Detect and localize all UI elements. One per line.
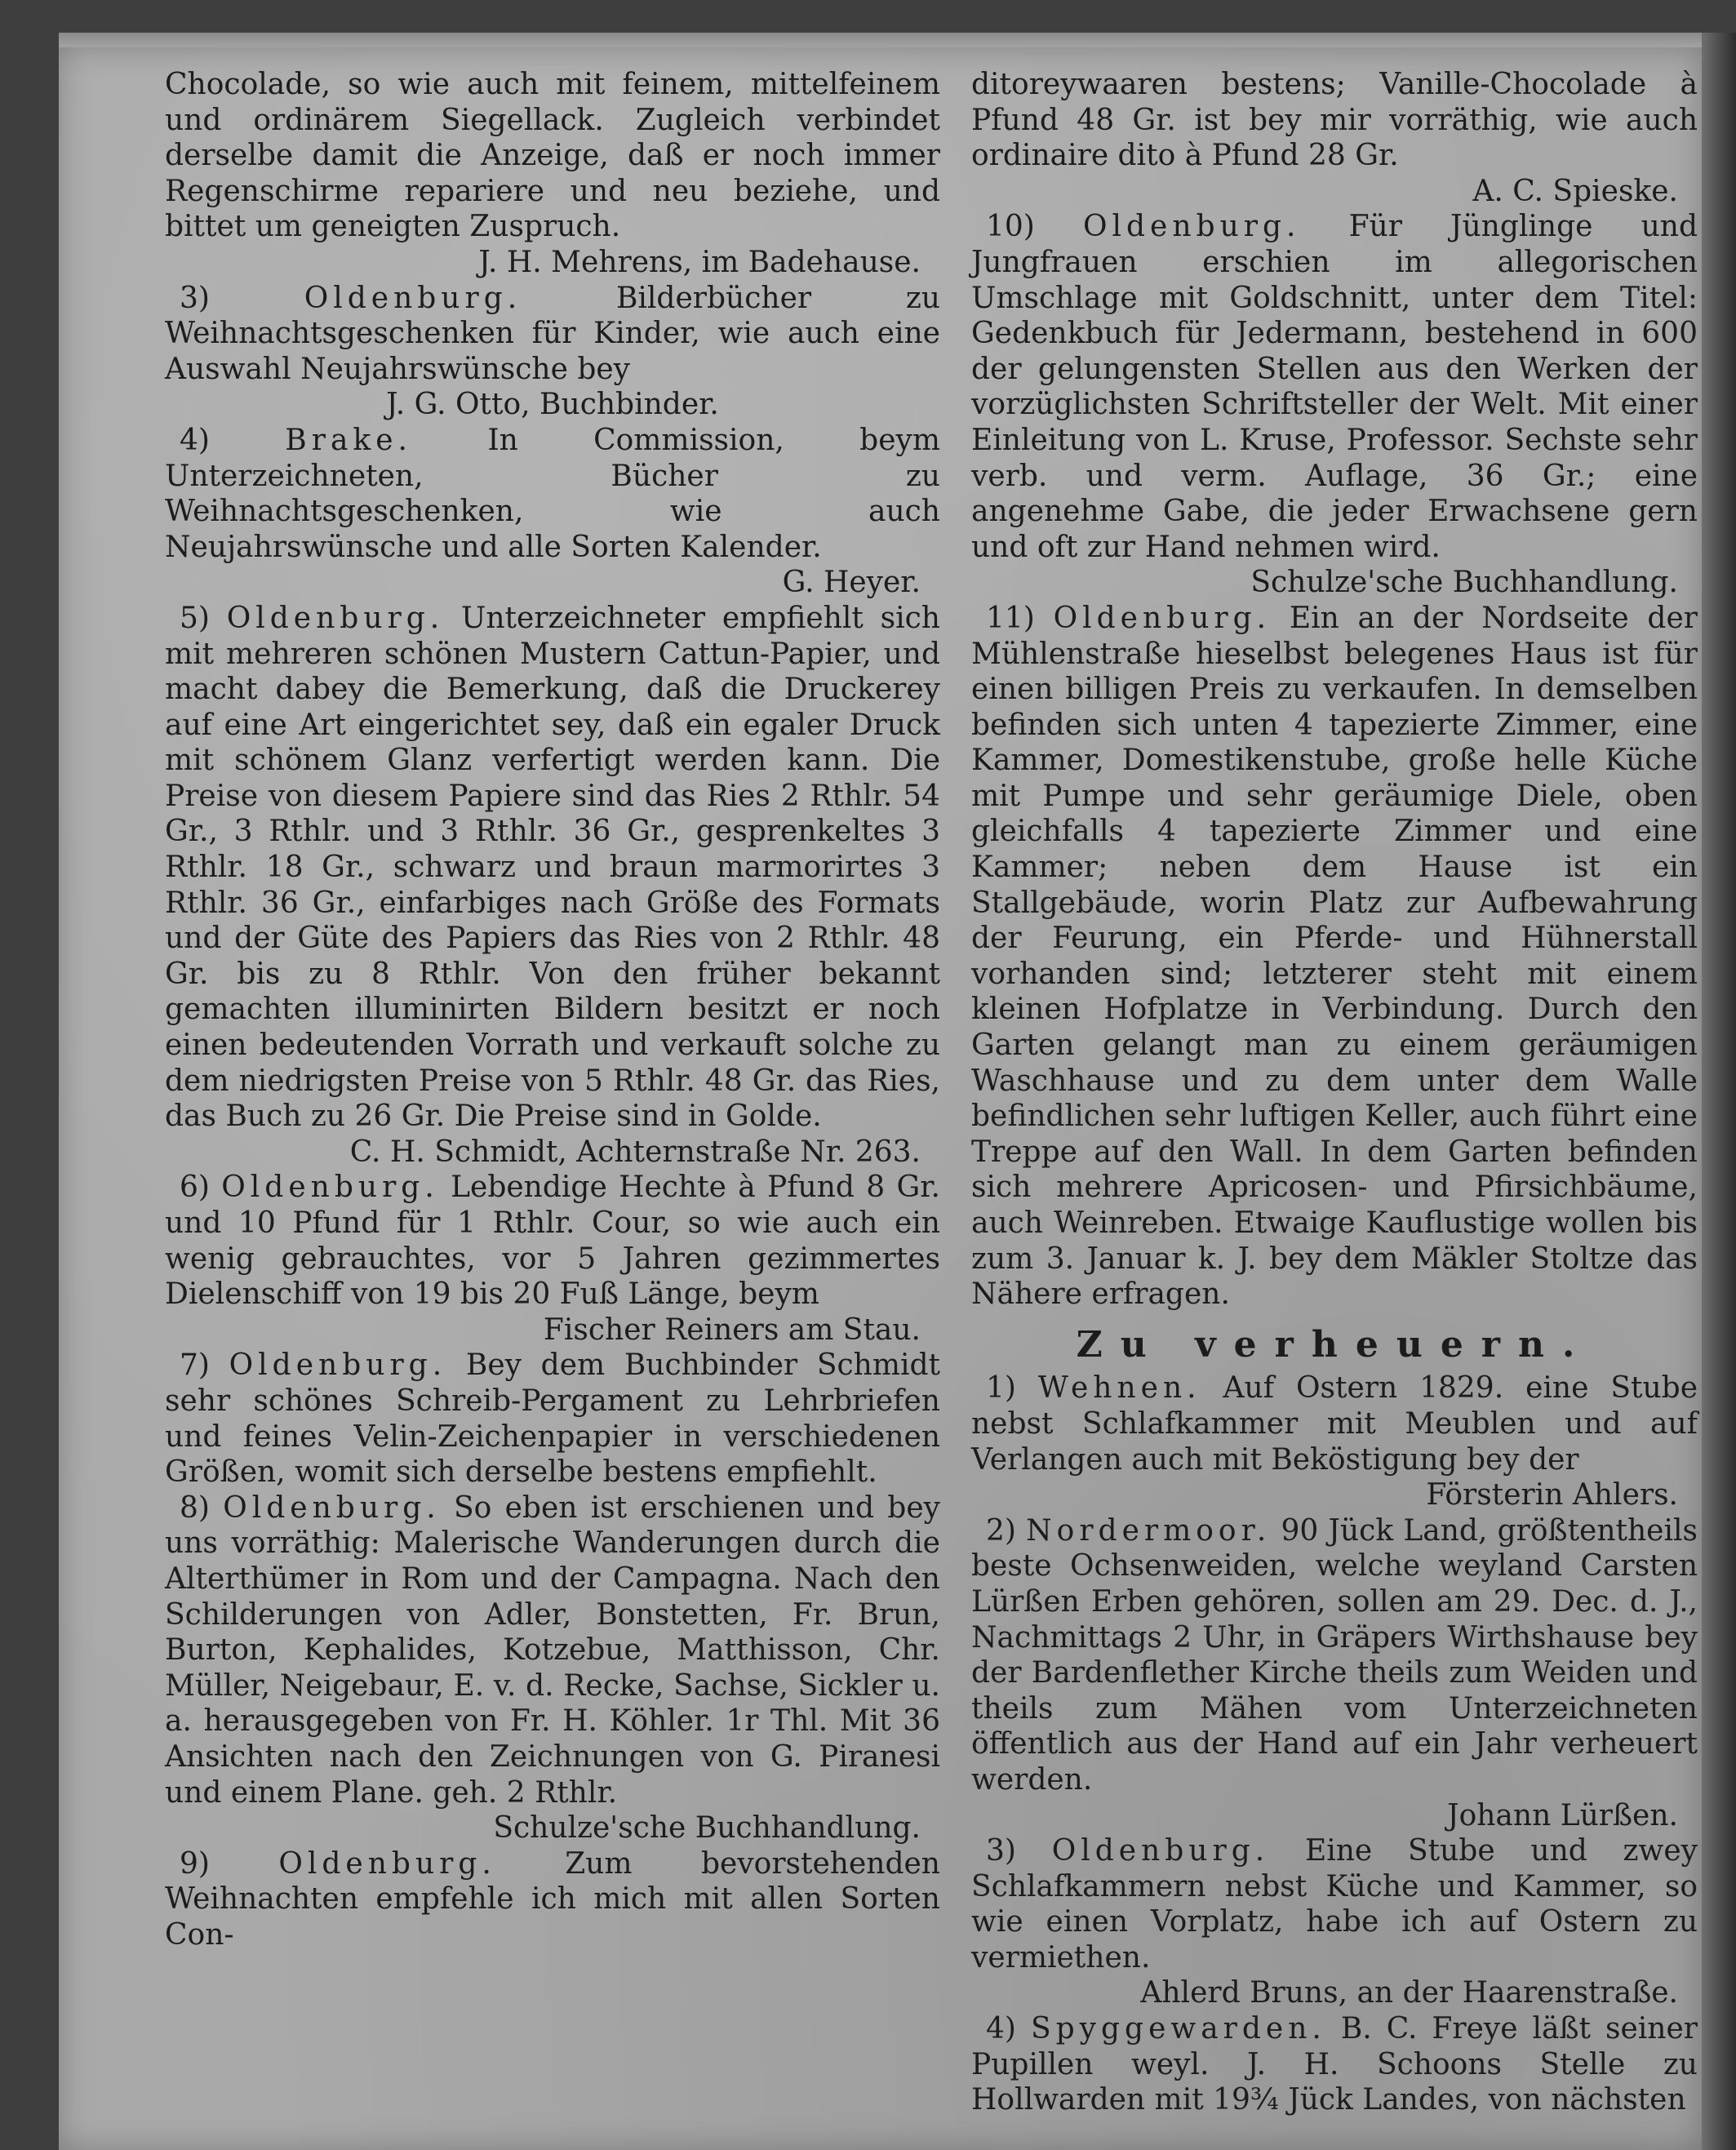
- ad-signature: Schulze'sche Buchhandlung.: [1250, 566, 1678, 600]
- ad-place: Spyggewarden.: [1030, 2012, 1326, 2046]
- ad-text: Zum bevorstehenden Weihnachten empfehle ich mich mit allen Sorten Con-: [165, 1846, 940, 1952]
- ad-9: [165, 1846, 940, 1953]
- rent-3: [971, 1833, 1698, 2011]
- ad-number: 7): [180, 1348, 210, 1383]
- ad-place: Oldenburg.: [1053, 601, 1272, 635]
- ad-number: 3): [986, 1834, 1016, 1868]
- ad-signature: Schulze'sche Buchhandlung.: [493, 1811, 921, 1846]
- ad-place: Nordermoor.: [1026, 1513, 1272, 1548]
- ad-place: Oldenburg.: [1082, 210, 1301, 244]
- rent-1: [971, 1370, 1698, 1513]
- ad-number: 2): [986, 1513, 1016, 1548]
- ad-text: So eben ist erschienen und bey uns vorräthig: Malerische Wanderungen durch die Alterthümer in Rom und der Campagna. Nach den Schilderungen von Adler, Bonstetten, Fr. Brun, Burton, Kephalides, Kotzebue, Matthisson, Chr. Müller, Neigebaur, E. v. d. Recke, Sachse, Sickler u. a. herausgegeben von Fr. H. Köhler. 1r Thl. Mit 36 Ansichten nach den Zeichnungen von G. Piranesi und einem Plane. geh. 2 Rthlr.: [165, 1490, 940, 1810]
- ad-signature: Försterin Ahlers.: [1426, 1478, 1678, 1513]
- ad-6: [165, 1170, 940, 1348]
- ad-10: [971, 209, 1698, 601]
- ad-text: B. C. Freye läßt seiner Pupillen weyl. J. H. Schoons Stelle zu Hollwarden mit 19¾ Jück Landes, von nächsten: [971, 2012, 1698, 2117]
- ad-number: 10): [986, 210, 1035, 244]
- ad-9-continuation: [971, 67, 1698, 209]
- ad-text: ditoreywaaren bestens; Vanille-Chocolade à Pfund 48 Gr. ist bey mir vorräthig, wie auch ordinaire dito à Pfund 28 Gr.: [971, 68, 1698, 173]
- left-column: [165, 67, 940, 1952]
- ad-number: 1): [986, 1371, 1016, 1406]
- ad-place: Oldenburg.: [226, 601, 445, 635]
- ad-signature: J. G. Otto, Buchbinder.: [386, 388, 719, 422]
- ad-place: Wehnen.: [1037, 1371, 1201, 1406]
- ad-number: 4): [180, 423, 210, 457]
- ad-5: [165, 601, 940, 1171]
- ad-place: Oldenburg.: [1051, 1834, 1270, 1868]
- ad-number: 8): [180, 1490, 210, 1525]
- ad-number: 11): [986, 601, 1035, 635]
- ad-text: Chocolade, so wie auch mit feinem, mittelfeinem und ordinärem Siegellack. Zugleich verbindet derselbe damit die Anzeige, daß er noch immer Regenschirme repariere und neu beziehe, und bittet um geneigten Zuspruch.: [165, 68, 940, 244]
- right-column: [971, 67, 1698, 2118]
- ad-signature: Fischer Reiners am Stau.: [543, 1313, 921, 1347]
- book-spine-shadow: [1702, 33, 1736, 2150]
- section-heading: Zu verheuern.: [1076, 1323, 1593, 1366]
- ad-11: [971, 601, 1698, 1313]
- ad-signature: G. Heyer.: [782, 566, 921, 600]
- ad-place: Oldenburg.: [278, 1846, 496, 1881]
- ad-text: Eine Stube und zwey Schlafkammern nebst Küche und Kammer, so wie einen Vorplatz, habe ich auf Ostern zu vermiethen.: [971, 1834, 1698, 1975]
- ad-signature: A. C. Spieske.: [1472, 174, 1678, 208]
- ad-number: 9): [180, 1846, 210, 1881]
- ad-text: Auf Ostern 1829. eine Stube nebst Schlafkammer mit Meublen und auf Verlangen auch mit Beköstigung bey der: [971, 1371, 1698, 1477]
- ad-signature: C. H. Schmidt, Achternstraße Nr. 263.: [349, 1135, 921, 1169]
- ad-number: 6): [180, 1171, 210, 1205]
- ad-place: Brake.: [285, 423, 412, 457]
- ad-signature: J. H. Mehrens, im Badehause.: [478, 245, 921, 279]
- ad-text: Lebendige Hechte à Pfund 8 Gr. und 10 Pfund für 1 Rthlr. Cour, so wie auch ein wenig gebrauchtes, vor 5 Jahren gezimmertes Dielenschiff von 19 bis 20 Fuß Länge, beym: [165, 1171, 940, 1312]
- ad-signature: Johann Lürßen.: [1447, 1798, 1678, 1832]
- rent-2: [971, 1513, 1698, 1833]
- ad-text: Für Jünglinge und Jungfrauen erschien im allegorischen Umschlage mit Goldschnitt, unter dem Titel: Gedenkbuch für Jedermann, bestehend in 600 der gelungensten Stellen aus den Werken der vorzüglichsten Schriftsteller der Welt. Mit einer Einleitung von L. Kruse, Professor. Sechste sehr verb. und verm. Auflage, 36 Gr.; eine angenehme Gabe, die jeder Erwachsene gern und oft zur Hand nehmen wird.: [971, 210, 1698, 564]
- ad-signature: Ahlerd Bruns, an der Haarenstraße.: [1140, 1976, 1678, 2010]
- ad-text: Bey dem Buchbinder Schmidt sehr schönes Schreib-Pergament zu Lehrbriefen und feines Velin-Zeichenpapier in verschiedenen Größen, womit sich derselbe bestens empfiehlt.: [165, 1348, 940, 1490]
- rent-4: [971, 2011, 1698, 2118]
- ad-7: [165, 1348, 940, 1490]
- ad-place: Oldenburg.: [229, 1348, 447, 1383]
- ad-text: 90 Jück Land, größtentheils beste Ochsenweiden, welche weyland Carsten Lürßen Erben gehören, sollen am 29. Dec. d. J., Nachmittags 2 Uhr, in Gräpers Wirthshause bey der Bardenflether Kirche theils zum Weiden und theils zum Mähen vom Unterzeichneten öffentlich aus der Hand auf ein Jahr verheuert werden.: [971, 1513, 1698, 1797]
- ad-number: 3): [180, 281, 210, 315]
- ad-continuation: [165, 67, 940, 281]
- ad-text: Unterzeichneter empfiehlt sich mit mehreren schönen Mustern Cattun-Papier, und macht dabey die Bemerkung, daß die Druckerey auf eine Art eingerichtet sey, daß ein egaler Druck mit schönem Glanz verfertigt werden kann. Die Preise von diesem Papiere sind das Ries 2 Rthlr. 54 Gr., 3 Rthlr. und 3 Rthlr. 36 Gr., gesprenkeltes 3 Rthlr. 18 Gr., schwarz und braun marmorirtes 3 Rthlr. 36 Gr., einfarbiges nach Größe des Formats und der Güte des Papiers das Ries von 2 Rthlr. 48 Gr. bis zu 8 Rthlr. Von den früher bekannt gemachten illuminirten Bildern besitzt er noch einen bedeutenden Vorrath und verkauft solche zu dem niedrigsten Preise von 5 Rthlr. 48 Gr. das Ries, das Buch zu 26 Gr. Die Preise sind in Golde.: [165, 601, 940, 1134]
- page-top-edge: [59, 33, 1702, 47]
- ad-place: Oldenburg.: [304, 281, 522, 315]
- ad-number: 4): [986, 2012, 1016, 2046]
- ad-text: In Commission, beym Unterzeichneten, Bücher zu Weihnachtsgeschenken, wie auch Neujahrswünsche und alle Sorten Kalender.: [165, 423, 941, 564]
- ad-text: Ein an der Nordseite der Mühlenstraße hieselbst belegenes Haus ist für einen billigen Preis zu verkaufen. In demselben befinden sich unten 4 tapezierte Zimmer, eine Kammer, Domestikenstube, große helle Küche mit Pumpe und sehr geräumige Diele, oben gleichfalls 4 tapezierte Zimmer und eine Kammer; neben dem Hause ist ein Stallgebäude, worin Platz zur Aufbewahrung der Feurung, ein Pferde- und Hühnerstall vorhanden sind; letzterer steht mit einem kleinen Hofplatze in Verbindung. Durch den Garten gelangt man zu einem geräumigen Waschhause und zu dem unter dem Walle befindlichen sehr luftigen Keller, auch führt eine Treppe auf den Wall. In dem Garten befinden sich mehrere Apricosen- und Pfirsichbäume, auch Weinreben. Etwaige Kauflustige wollen bis zum 3. Januar k. J. bey dem Mäkler Stoltze das Nähere erfragen.: [971, 601, 1698, 1312]
- ad-4: [165, 423, 940, 601]
- ad-text: Bilderbücher zu Weihnachtsgeschenken für Kinder, wie auch eine Auswahl Neujahrswünsche bey: [165, 281, 940, 386]
- ad-3: [165, 281, 940, 423]
- ad-place: Oldenburg.: [223, 1490, 441, 1525]
- ad-8: [165, 1490, 940, 1846]
- ad-place: Oldenburg.: [221, 1171, 439, 1205]
- ad-number: 5): [180, 601, 210, 635]
